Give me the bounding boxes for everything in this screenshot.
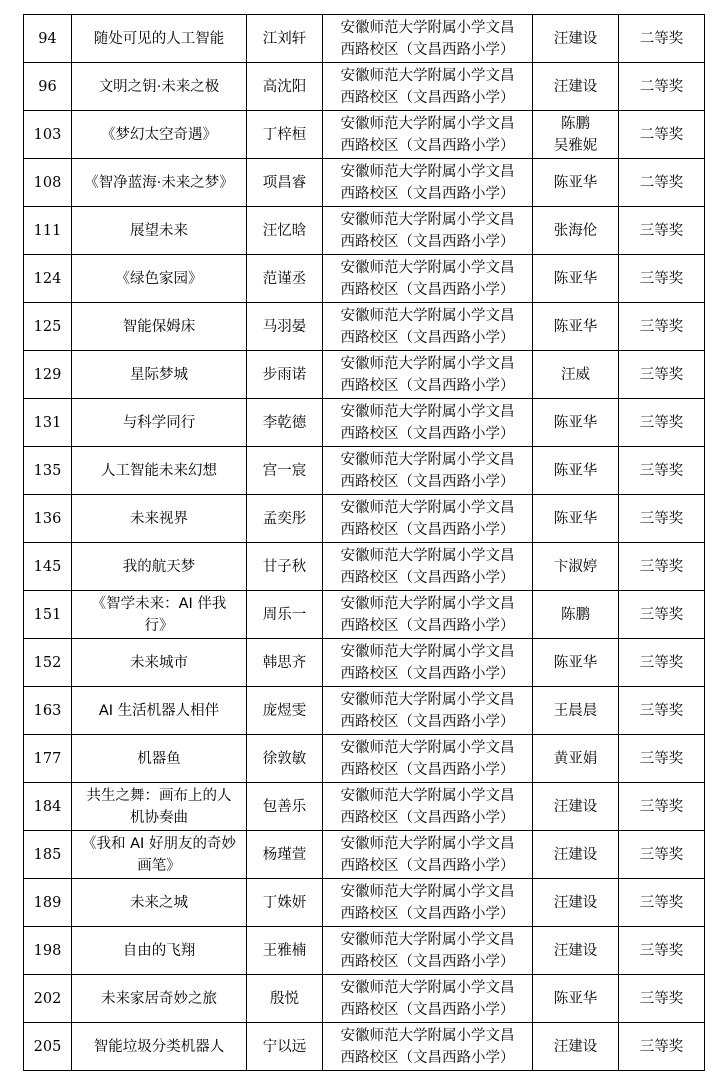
work-title-line: 机器鱼	[137, 750, 181, 767]
school-name-line: 安徽师范大学附属小学文昌	[340, 499, 515, 516]
award-level-cell: 三等奖	[619, 543, 705, 591]
school-name-cell	[323, 543, 533, 591]
school-name-cell	[323, 1023, 533, 1071]
school-name-line: 西路校区（文昌西路小学）	[340, 185, 515, 202]
work-title-line: 《智学未来：AI 伴我	[91, 595, 227, 612]
school-name-line: 西路校区（文昌西路小学）	[340, 665, 515, 682]
table-row	[24, 111, 705, 159]
school-name-line: 安徽师范大学附属小学文昌	[340, 835, 515, 852]
teacher-name-line: 张海伦	[553, 222, 598, 239]
school-name-cell	[323, 111, 533, 159]
teacher-name-line: 汪建设	[553, 30, 598, 47]
teacher-name-cell	[533, 687, 619, 735]
work-title-cell	[72, 927, 247, 975]
school-name-cell	[323, 303, 533, 351]
teacher-name-line: 陈亚华	[553, 318, 598, 335]
work-title-line: 行》	[144, 617, 174, 634]
teacher-name-line: 汪威	[561, 366, 590, 383]
school-name-line: 安徽师范大学附属小学文昌	[340, 691, 515, 708]
teacher-name-line: 陈亚华	[553, 990, 598, 1007]
school-name-line: 安徽师范大学附属小学文昌	[340, 979, 515, 996]
work-title-line: 我的航天梦	[122, 558, 196, 575]
work-title-cell	[72, 159, 247, 207]
author-name-cell: 步雨诺	[247, 351, 323, 399]
teacher-name-cell	[533, 447, 619, 495]
school-name-line: 西路校区（文昌西路小学）	[340, 137, 515, 154]
school-name-line: 安徽师范大学附属小学文昌	[340, 163, 515, 180]
school-name-cell	[323, 879, 533, 927]
entry-number-cell: 163	[24, 687, 72, 735]
teacher-name-line: 陈鹏	[561, 115, 590, 132]
author-name-cell: 孟奕彤	[247, 495, 323, 543]
school-name-line: 西路校区（文昌西路小学）	[340, 1001, 515, 1018]
school-name-line: 安徽师范大学附属小学文昌	[340, 931, 515, 948]
work-title-cell	[72, 447, 247, 495]
table-row	[24, 831, 705, 879]
school-name-line: 安徽师范大学附属小学文昌	[340, 211, 515, 228]
table-row	[24, 303, 705, 351]
school-name-line: 西路校区（文昌西路小学）	[340, 809, 515, 826]
teacher-name-cell	[533, 927, 619, 975]
teacher-name-line: 汪建设	[553, 894, 598, 911]
work-title-cell	[72, 975, 247, 1023]
teacher-name-line: 汪建设	[553, 1038, 598, 1055]
teacher-name-cell	[533, 159, 619, 207]
author-name-cell: 高沈阳	[247, 63, 323, 111]
school-name-cell	[323, 831, 533, 879]
work-title-cell	[72, 399, 247, 447]
work-title-cell	[72, 639, 247, 687]
teacher-name-cell	[533, 207, 619, 255]
school-name-line: 西路校区（文昌西路小学）	[340, 329, 515, 346]
school-name-cell	[323, 495, 533, 543]
teacher-name-cell	[533, 591, 619, 639]
work-title-cell	[72, 879, 247, 927]
teacher-name-cell	[533, 399, 619, 447]
table-row	[24, 447, 705, 495]
work-title-cell	[72, 831, 247, 879]
award-level-cell: 三等奖	[619, 1023, 705, 1071]
table-row	[24, 975, 705, 1023]
table-row	[24, 207, 705, 255]
school-name-line: 西路校区（文昌西路小学）	[340, 617, 515, 634]
award-level-cell: 二等奖	[619, 111, 705, 159]
entry-number-cell: 205	[24, 1023, 72, 1071]
work-title-line: 未来视界	[130, 510, 188, 527]
school-name-line: 西路校区（文昌西路小学）	[340, 41, 515, 58]
award-level-cell: 三等奖	[619, 831, 705, 879]
work-title-cell	[72, 687, 247, 735]
work-title-line: 智能保姆床	[122, 318, 196, 335]
table-row	[24, 495, 705, 543]
school-name-cell	[323, 159, 533, 207]
entry-number-cell: 177	[24, 735, 72, 783]
award-level-cell: 三等奖	[619, 303, 705, 351]
school-name-line: 西路校区（文昌西路小学）	[340, 281, 515, 298]
table-row	[24, 687, 705, 735]
entry-number-cell: 189	[24, 879, 72, 927]
school-name-cell	[323, 591, 533, 639]
table-row	[24, 255, 705, 303]
entry-number-cell: 151	[24, 591, 72, 639]
table-row	[24, 15, 705, 63]
work-title-line: 机协奏曲	[130, 809, 188, 826]
school-name-cell	[323, 63, 533, 111]
school-name-line: 西路校区（文昌西路小学）	[340, 857, 515, 874]
table-row	[24, 63, 705, 111]
work-title-cell	[72, 255, 247, 303]
author-name-cell: 宁以远	[247, 1023, 323, 1071]
work-title-cell	[72, 111, 247, 159]
teacher-name-line: 黄亚娟	[553, 750, 598, 767]
school-name-line: 西路校区（文昌西路小学）	[340, 521, 515, 538]
award-level-cell: 二等奖	[619, 15, 705, 63]
table-row	[24, 1023, 705, 1071]
work-title-line: 智能垃圾分类机器人	[93, 1038, 225, 1055]
school-name-cell	[323, 255, 533, 303]
school-name-line: 安徽师范大学附属小学文昌	[340, 451, 515, 468]
author-name-cell: 丁姝妍	[247, 879, 323, 927]
awards-table	[23, 14, 705, 1071]
award-level-cell: 三等奖	[619, 735, 705, 783]
table-row	[24, 159, 705, 207]
entry-number-cell: 136	[24, 495, 72, 543]
work-title-cell	[72, 207, 247, 255]
work-title-line: 未来家居奇妙之旅	[101, 990, 217, 1007]
school-name-line: 安徽师范大学附属小学文昌	[340, 259, 515, 276]
work-title-line: 《我和 AI 好朋友的奇妙	[82, 835, 236, 852]
school-name-line: 安徽师范大学附属小学文昌	[340, 1027, 515, 1044]
school-name-line: 西路校区（文昌西路小学）	[340, 905, 515, 922]
school-name-cell	[323, 927, 533, 975]
work-title-line: 共生之舞：画布上的人	[86, 787, 232, 804]
entry-number-cell: 184	[24, 783, 72, 831]
entry-number-cell: 125	[24, 303, 72, 351]
teacher-name-line: 王晨晨	[553, 702, 598, 719]
entry-number-cell: 108	[24, 159, 72, 207]
teacher-name-line: 卞淑婷	[553, 558, 598, 575]
school-name-cell	[323, 639, 533, 687]
entry-number-cell: 202	[24, 975, 72, 1023]
entry-number-cell: 145	[24, 543, 72, 591]
author-name-cell: 庞煜雯	[247, 687, 323, 735]
school-name-cell	[323, 399, 533, 447]
award-level-cell: 三等奖	[619, 783, 705, 831]
teacher-name-line: 陈鹏	[561, 606, 590, 623]
author-name-cell: 江刘轩	[247, 15, 323, 63]
table-row	[24, 783, 705, 831]
teacher-name-cell	[533, 63, 619, 111]
teacher-name-cell	[533, 15, 619, 63]
teacher-name-line: 陈亚华	[553, 174, 598, 191]
teacher-name-cell	[533, 831, 619, 879]
teacher-name-line: 陈亚华	[553, 270, 598, 287]
school-name-line: 安徽师范大学附属小学文昌	[340, 595, 515, 612]
school-name-line: 西路校区（文昌西路小学）	[340, 377, 515, 394]
school-name-cell	[323, 687, 533, 735]
entry-number-cell: 103	[24, 111, 72, 159]
entry-number-cell: 152	[24, 639, 72, 687]
teacher-name-cell	[533, 975, 619, 1023]
work-title-line: 未来城市	[130, 654, 188, 671]
work-title-cell	[72, 735, 247, 783]
award-level-cell: 三等奖	[619, 255, 705, 303]
award-level-cell: 三等奖	[619, 399, 705, 447]
teacher-name-cell	[533, 783, 619, 831]
author-name-cell: 项昌睿	[247, 159, 323, 207]
author-name-cell: 马羽晏	[247, 303, 323, 351]
school-name-line: 西路校区（文昌西路小学）	[340, 1049, 515, 1066]
author-name-cell: 李乾德	[247, 399, 323, 447]
teacher-name-line: 陈亚华	[553, 414, 598, 431]
school-name-line: 安徽师范大学附属小学文昌	[340, 403, 515, 420]
work-title-line: 自由的飞翔	[122, 942, 196, 959]
school-name-cell	[323, 735, 533, 783]
author-name-cell: 包善乐	[247, 783, 323, 831]
school-name-line: 西路校区（文昌西路小学）	[340, 425, 515, 442]
teacher-name-cell	[533, 495, 619, 543]
table-row	[24, 591, 705, 639]
author-name-cell: 韩思齐	[247, 639, 323, 687]
entry-number-cell: 94	[24, 15, 72, 63]
award-level-cell: 三等奖	[619, 639, 705, 687]
work-title-line: 展望未来	[130, 222, 188, 239]
teacher-name-line: 汪建设	[553, 942, 598, 959]
work-title-cell	[72, 351, 247, 399]
work-title-cell	[72, 591, 247, 639]
award-level-cell: 三等奖	[619, 927, 705, 975]
table-row	[24, 735, 705, 783]
work-title-cell	[72, 63, 247, 111]
school-name-cell	[323, 783, 533, 831]
entry-number-cell: 185	[24, 831, 72, 879]
table-row	[24, 399, 705, 447]
award-level-cell: 三等奖	[619, 207, 705, 255]
award-level-cell: 三等奖	[619, 495, 705, 543]
school-name-cell	[323, 351, 533, 399]
work-title-line: 《梦幻太空奇遇》	[101, 126, 217, 143]
teacher-name-line: 陈亚华	[553, 510, 598, 527]
work-title-line: AI 生活机器人相伴	[98, 702, 220, 719]
author-name-cell: 杨瑾萱	[247, 831, 323, 879]
teacher-name-cell	[533, 255, 619, 303]
entry-number-cell: 135	[24, 447, 72, 495]
table-row	[24, 351, 705, 399]
author-name-cell: 范谨丞	[247, 255, 323, 303]
teacher-name-line: 汪建设	[553, 78, 598, 95]
entry-number-cell: 129	[24, 351, 72, 399]
entry-number-cell: 96	[24, 63, 72, 111]
school-name-line: 西路校区（文昌西路小学）	[340, 953, 515, 970]
award-level-cell: 三等奖	[619, 687, 705, 735]
teacher-name-cell	[533, 735, 619, 783]
author-name-cell: 王雅楠	[247, 927, 323, 975]
teacher-name-line: 陈亚华	[553, 654, 598, 671]
awards-table-body	[24, 15, 705, 1071]
entry-number-cell: 111	[24, 207, 72, 255]
work-title-line: 《绿色家园》	[115, 270, 203, 287]
author-name-cell: 汪忆晗	[247, 207, 323, 255]
teacher-name-cell	[533, 351, 619, 399]
author-name-cell: 周乐一	[247, 591, 323, 639]
work-title-cell	[72, 303, 247, 351]
author-name-cell: 甘子秋	[247, 543, 323, 591]
school-name-line: 安徽师范大学附属小学文昌	[340, 67, 515, 84]
school-name-line: 安徽师范大学附属小学文昌	[340, 19, 515, 36]
award-level-cell: 三等奖	[619, 351, 705, 399]
table-row	[24, 543, 705, 591]
teacher-name-line: 汪建设	[553, 798, 598, 815]
award-level-cell: 三等奖	[619, 447, 705, 495]
award-level-cell: 三等奖	[619, 591, 705, 639]
teacher-name-cell	[533, 111, 619, 159]
entry-number-cell: 124	[24, 255, 72, 303]
author-name-cell: 丁梓桓	[247, 111, 323, 159]
school-name-line: 安徽师范大学附属小学文昌	[340, 787, 515, 804]
school-name-line: 西路校区（文昌西路小学）	[340, 761, 515, 778]
school-name-cell	[323, 207, 533, 255]
work-title-line: 画笔》	[137, 857, 181, 874]
school-name-line: 安徽师范大学附属小学文昌	[340, 739, 515, 756]
school-name-cell	[323, 447, 533, 495]
entry-number-cell: 198	[24, 927, 72, 975]
entry-number-cell: 131	[24, 399, 72, 447]
school-name-cell	[323, 15, 533, 63]
school-name-line: 安徽师范大学附属小学文昌	[340, 643, 515, 660]
author-name-cell: 殷悦	[247, 975, 323, 1023]
work-title-cell	[72, 543, 247, 591]
work-title-line: 随处可见的人工智能	[93, 30, 225, 47]
award-level-cell: 二等奖	[619, 159, 705, 207]
teacher-name-cell	[533, 639, 619, 687]
school-name-line: 西路校区（文昌西路小学）	[340, 233, 515, 250]
school-name-line: 安徽师范大学附属小学文昌	[340, 307, 515, 324]
work-title-line: 星际梦城	[130, 366, 188, 383]
work-title-cell	[72, 1023, 247, 1071]
teacher-name-cell	[533, 543, 619, 591]
work-title-line: 人工智能未来幻想	[101, 462, 217, 479]
work-title-line: 未来之城	[130, 894, 188, 911]
school-name-line: 西路校区（文昌西路小学）	[340, 713, 515, 730]
school-name-line: 西路校区（文昌西路小学）	[340, 569, 515, 586]
school-name-line: 安徽师范大学附属小学文昌	[340, 547, 515, 564]
award-level-cell: 三等奖	[619, 975, 705, 1023]
teacher-name-cell	[533, 1023, 619, 1071]
work-title-cell	[72, 783, 247, 831]
award-level-cell: 二等奖	[619, 63, 705, 111]
work-title-cell	[72, 495, 247, 543]
work-title-line: 文明之钥·未来之极	[98, 78, 220, 95]
author-name-cell: 徐敦敏	[247, 735, 323, 783]
school-name-line: 安徽师范大学附属小学文昌	[340, 883, 515, 900]
teacher-name-line: 吴雅妮	[553, 137, 598, 154]
school-name-cell	[323, 975, 533, 1023]
work-title-line: 《智净蓝海·未来之梦》	[84, 174, 234, 191]
teacher-name-cell	[533, 879, 619, 927]
school-name-line: 西路校区（文昌西路小学）	[340, 473, 515, 490]
award-level-cell: 三等奖	[619, 879, 705, 927]
school-name-line: 安徽师范大学附属小学文昌	[340, 355, 515, 372]
teacher-name-line: 汪建设	[553, 846, 598, 863]
table-row	[24, 927, 705, 975]
table-row	[24, 879, 705, 927]
school-name-line: 西路校区（文昌西路小学）	[340, 89, 515, 106]
table-row	[24, 639, 705, 687]
teacher-name-line: 陈亚华	[553, 462, 598, 479]
author-name-cell: 宫一宸	[247, 447, 323, 495]
school-name-line: 安徽师范大学附属小学文昌	[340, 115, 515, 132]
teacher-name-cell	[533, 303, 619, 351]
work-title-cell	[72, 15, 247, 63]
work-title-line: 与科学同行	[122, 414, 196, 431]
